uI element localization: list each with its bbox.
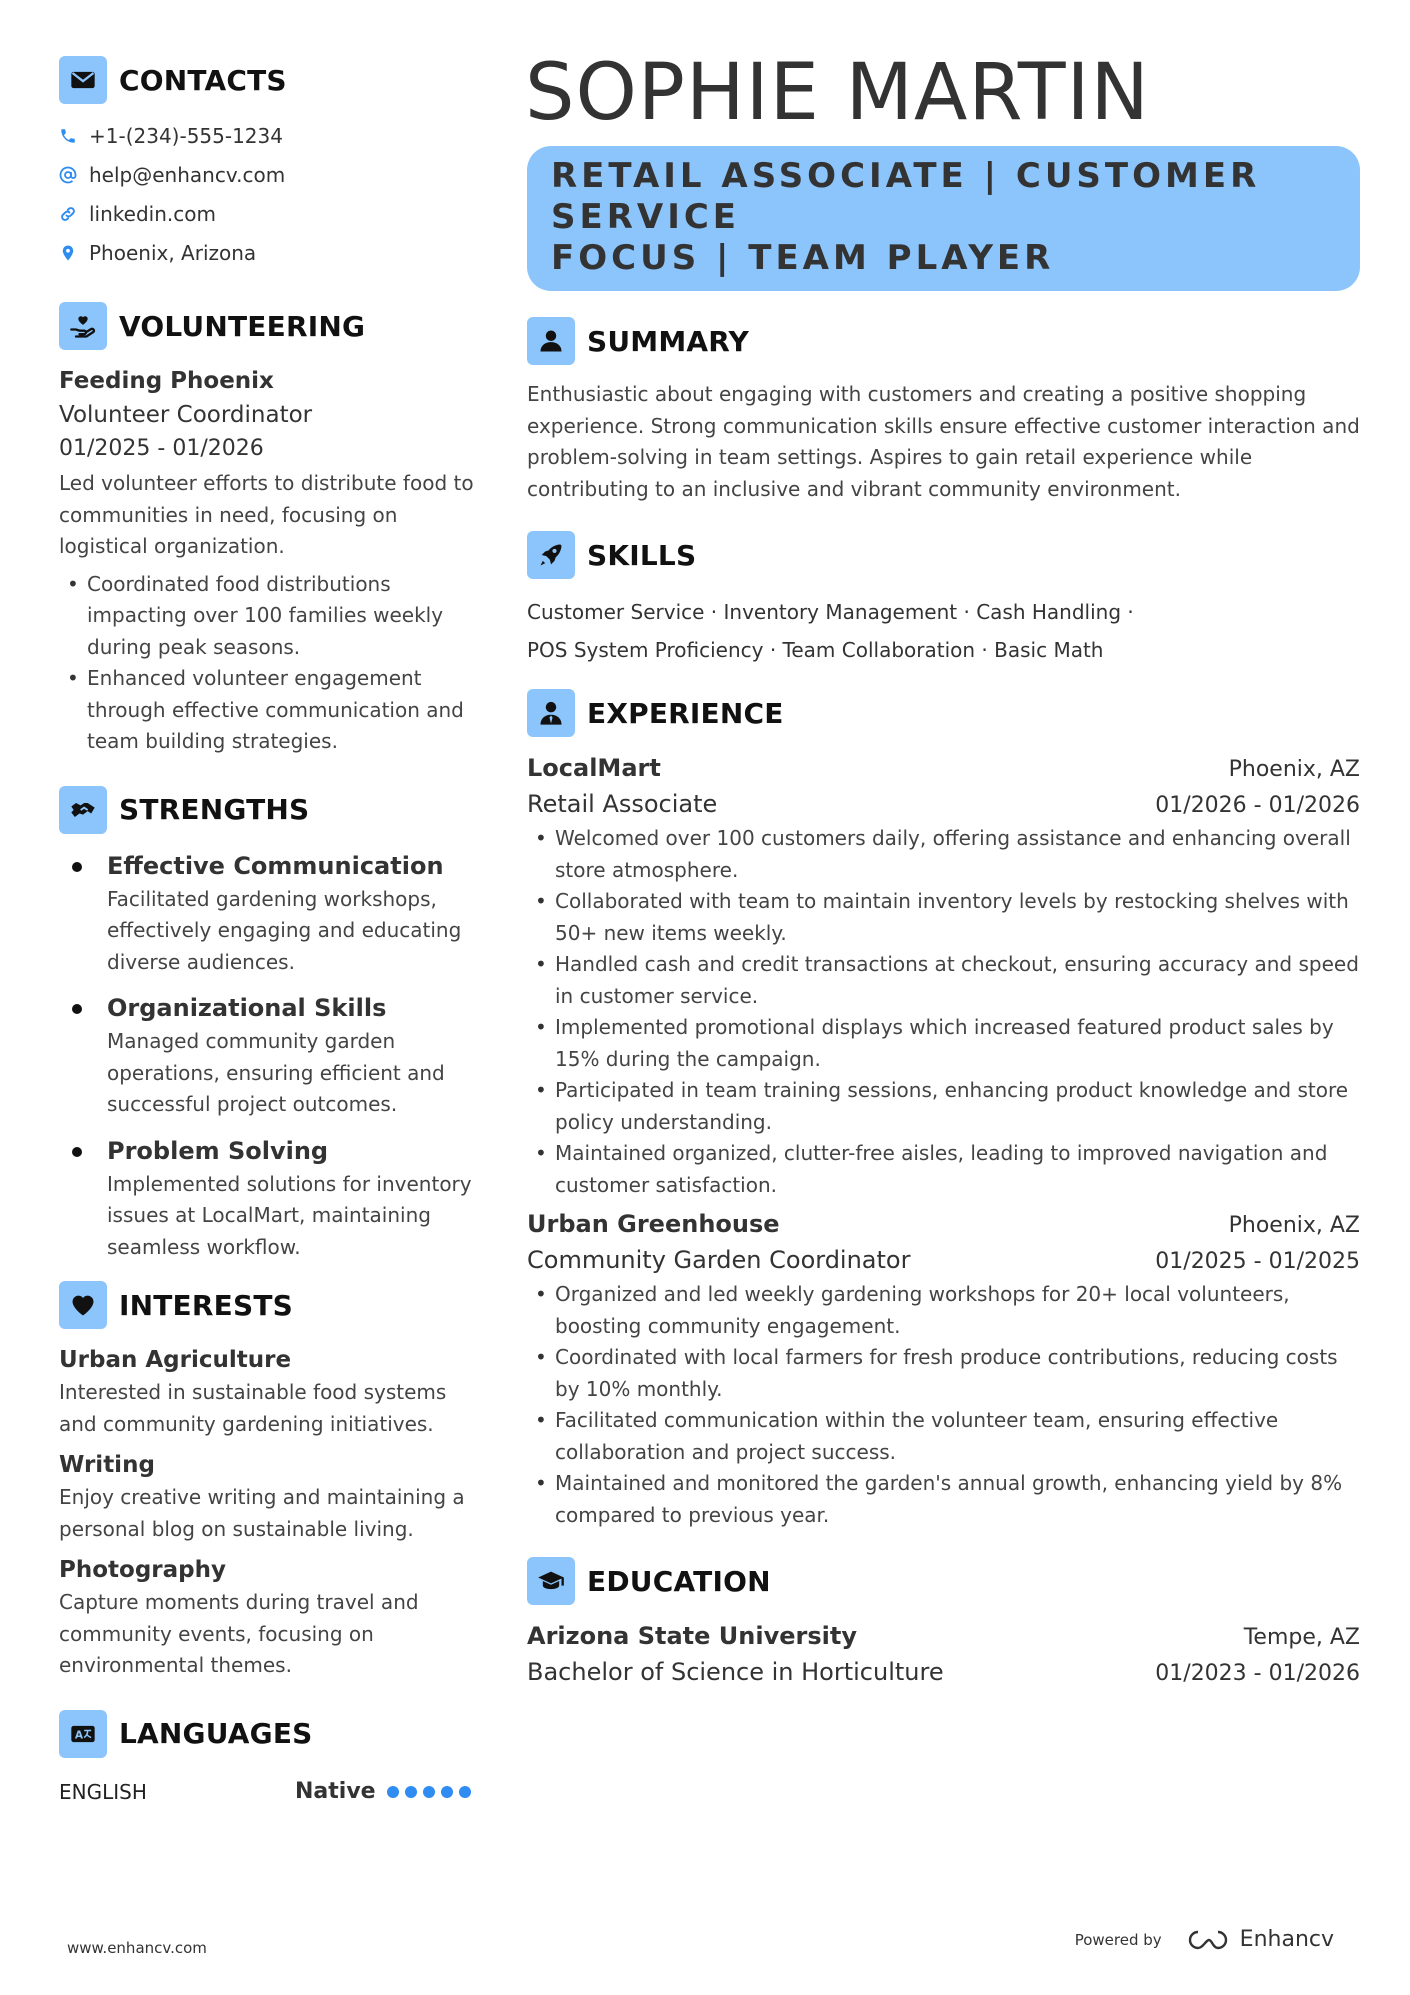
- skills-line-1: Customer Service · Inventory Management · Cash Handling ·: [527, 600, 1134, 624]
- powered-by-label: Powered by: [1074, 1930, 1162, 1949]
- location-text: Phoenix, Arizona: [89, 240, 257, 265]
- list-item: • Coordinated with local farmers for fresh produce contributions, reducing costs by 10% monthly.: [527, 1342, 1360, 1405]
- job-location: Phoenix, AZ: [1228, 1213, 1360, 1238]
- strengths-header: [59, 786, 474, 834]
- proficiency-dot: [459, 1786, 471, 1798]
- headline-line-2: FOCUS | TEAM PLAYER: [551, 238, 1055, 278]
- language-row: [59, 1772, 474, 1812]
- contact-email[interactable]: [59, 155, 474, 194]
- list-item: • Enhanced volunteer engagement through effective communication and team building strategies.: [59, 663, 474, 758]
- job-company: Urban Greenhouse: [527, 1210, 780, 1238]
- interest-text: Capture moments during travel and community events, focusing on environmental themes.: [59, 1590, 419, 1677]
- skills-section: [527, 531, 1360, 669]
- list-item: • Implemented promotional displays which increased featured product sales by 15% during the campaign.: [527, 1012, 1360, 1075]
- strength-item: [59, 1133, 474, 1264]
- brand-name: Enhancv: [1239, 1927, 1334, 1952]
- section-title: CONTACTS: [119, 63, 287, 97]
- list-item: • Maintained organized, clutter-free aisles, leading to improved navigation and customer satisfaction.: [527, 1138, 1360, 1201]
- school-name: Arizona State University: [527, 1622, 857, 1650]
- handshake-icon: [59, 786, 107, 834]
- job-location: Phoenix, AZ: [1228, 757, 1360, 782]
- left-column: [59, 56, 474, 1812]
- degree: Bachelor of Science in Horticulture: [527, 1658, 944, 1686]
- envelope-icon: [59, 56, 107, 104]
- headline-box: [527, 146, 1360, 291]
- section-title: STRENGTHS: [119, 793, 310, 826]
- education-header: [527, 1557, 1360, 1605]
- interest-text: Enjoy creative writing and maintaining a personal blog on sustainable living.: [59, 1485, 465, 1541]
- education-dates: 01/2023 - 01/2026: [1155, 1661, 1360, 1686]
- volunteer-description: Led volunteer efforts to distribute food to communities in need, focusing on logistical organization.: [59, 471, 474, 558]
- language-proficiency-dots: [387, 1786, 471, 1798]
- section-title: VOLUNTEERING: [119, 309, 366, 343]
- summary-text: Enthusiastic about engaging with customers and creating a positive shopping experience. Strong communication skills ensure effective customer interaction and problem-solving in team settings. Aspires to gain retail experience while contributing to an inclusive and vibrant community environment.: [527, 382, 1360, 501]
- section-title: INTERESTS: [119, 1288, 293, 1322]
- job-bullets: [527, 823, 1360, 1201]
- strength-text: Managed community garden operations, ensuring efficient and successful project outcomes.: [107, 1029, 445, 1116]
- job-company: LocalMart: [527, 754, 661, 782]
- contact-phone[interactable]: [59, 116, 474, 155]
- languages-section: [59, 1710, 474, 1812]
- rocket-icon: [527, 531, 575, 579]
- heart-icon: [59, 1281, 107, 1329]
- link-icon: [59, 204, 77, 224]
- job-role: Retail Associate: [527, 790, 718, 818]
- contacts-section: [59, 56, 474, 272]
- job-bullets: [527, 1279, 1360, 1531]
- list-item: • Maintained and monitored the garden's annual growth, enhancing yield by 8% compared to previous year.: [527, 1468, 1360, 1531]
- phone-text: +1-(234)-555-1234: [89, 123, 283, 148]
- email-text: help@enhancv.com: [89, 162, 286, 187]
- brand-logo[interactable]: [1186, 1927, 1334, 1952]
- strength-title: Effective Communication: [107, 851, 444, 880]
- at-icon: [59, 165, 77, 185]
- volunteering-header: [59, 302, 474, 350]
- languages-header: [59, 1710, 474, 1758]
- section-title: LANGUAGES: [119, 1717, 313, 1750]
- strength-text: Facilitated gardening workshops, effectively engaging and educating diverse audiences.: [107, 886, 462, 974]
- briefcase-user-icon: [527, 689, 575, 737]
- job-dates: 01/2026 - 01/2026: [1155, 793, 1360, 818]
- interest-item: [59, 1343, 474, 1440]
- proficiency-dot: [441, 1786, 453, 1798]
- proficiency-dot: [423, 1786, 435, 1798]
- list-item: • Welcomed over 100 customers daily, offering assistance and enhancing overall store atmosphere.: [527, 823, 1360, 886]
- proficiency-dot: [405, 1786, 417, 1798]
- job-role: Community Garden Coordinator: [527, 1246, 911, 1274]
- phone-icon: [59, 126, 77, 146]
- strength-title: Problem Solving: [107, 1136, 329, 1165]
- candidate-name: SOPHIE MARTIN: [525, 48, 1150, 138]
- list-item: • Facilitated communication within the volunteer team, ensuring effective collaboration and project success.: [527, 1405, 1360, 1468]
- interest-text: Interested in sustainable food systems and community gardening initiatives.: [59, 1380, 447, 1436]
- interest-item: [59, 1553, 474, 1682]
- bullet-dot: [72, 862, 82, 872]
- volunteering-section: [59, 302, 474, 758]
- volunteer-role: Volunteer Coordinator: [59, 402, 313, 428]
- summary-header: [527, 317, 1360, 365]
- strengths-section: [59, 786, 474, 1264]
- skills-header: [527, 531, 1360, 579]
- language-name: ENGLISH: [59, 1779, 147, 1804]
- volunteer-bullets: [59, 569, 474, 758]
- language-level: Native: [295, 1779, 376, 1804]
- contacts-header: [59, 56, 474, 104]
- list-item: • Coordinated food distributions impacting over 100 families weekly during peak seasons.: [59, 569, 474, 664]
- translate-icon: [59, 1710, 107, 1758]
- proficiency-dot: [387, 1786, 399, 1798]
- skills-line-2: POS System Proficiency · Team Collaboration · Basic Math: [527, 638, 1104, 662]
- map-pin-icon: [59, 243, 77, 263]
- linkedin-text: linkedin.com: [89, 201, 216, 226]
- interests-section: [59, 1281, 474, 1682]
- experience-section: [527, 689, 1360, 1531]
- list-item: • Handled cash and credit transactions at checkout, ensuring accuracy and speed in customer service.: [527, 949, 1360, 1012]
- job-dates: 01/2025 - 01/2025: [1155, 1249, 1360, 1274]
- volunteer-dates: 01/2025 - 01/2026: [59, 436, 264, 461]
- interest-item: [59, 1448, 474, 1545]
- contact-location: [59, 233, 474, 272]
- footer-website[interactable]: www.enhancv.com: [67, 1939, 207, 1957]
- section-title: SUMMARY: [587, 324, 750, 358]
- list-item: • Organized and led weekly gardening workshops for 20+ local volunteers, boosting community engagement.: [527, 1279, 1360, 1342]
- interest-title: Urban Agriculture: [59, 1347, 292, 1373]
- education-section: [527, 1557, 1360, 1691]
- interests-header: [59, 1281, 474, 1329]
- hand-heart-icon: [59, 302, 107, 350]
- strength-item: [59, 848, 474, 979]
- bullet-dot: [72, 1147, 82, 1157]
- section-title: EXPERIENCE: [587, 696, 784, 730]
- strength-text: Implemented solutions for inventory issues at LocalMart, maintaining seamless workflow.: [107, 1171, 472, 1259]
- interest-title: Photography: [59, 1557, 226, 1583]
- bullet-dot: [72, 1004, 82, 1014]
- enhancv-logo-icon: [1186, 1928, 1232, 1952]
- strength-item: [59, 990, 474, 1121]
- experience-header: [527, 689, 1360, 737]
- summary-section: [527, 317, 1360, 505]
- list-item: • Collaborated with team to maintain inventory levels by restocking shelves with 50+ new items weekly.: [527, 886, 1360, 949]
- svg-text:A: A: [74, 1729, 83, 1742]
- section-title: SKILLS: [587, 538, 697, 572]
- footer-branding: [1075, 1927, 1334, 1952]
- user-icon: [527, 317, 575, 365]
- school-location: Tempe, AZ: [1243, 1625, 1360, 1650]
- contact-linkedin[interactable]: [59, 194, 474, 233]
- list-item: • Participated in team training sessions, enhancing product knowledge and store policy understanding.: [527, 1075, 1360, 1138]
- headline-line-1: RETAIL ASSOCIATE | CUSTOMER SERVICE: [551, 156, 1261, 237]
- job-entry: [527, 751, 1360, 1201]
- strength-title: Organizational Skills: [107, 994, 387, 1022]
- job-entry: [527, 1207, 1360, 1531]
- right-column: [527, 48, 1360, 1691]
- section-title: EDUCATION: [587, 1564, 771, 1598]
- volunteer-org: Feeding Phoenix: [59, 368, 274, 394]
- interest-title: Writing: [59, 1452, 155, 1478]
- graduation-cap-icon: [527, 1557, 575, 1605]
